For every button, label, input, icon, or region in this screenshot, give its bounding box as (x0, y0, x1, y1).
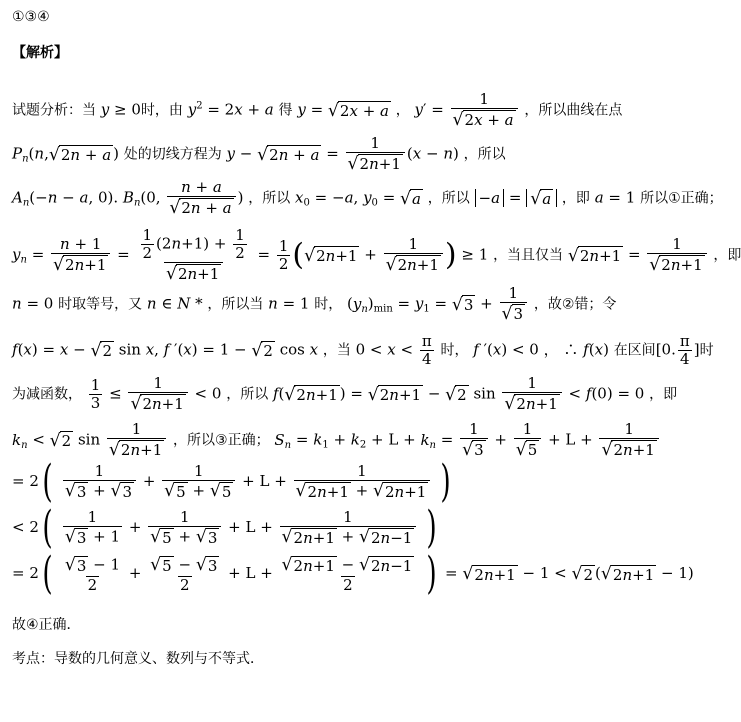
line-4: $y_n$ = n + 1 √ 2n+1 = $\frac{1}{2}$ (2n+1) + $\frac{1}{2}$ √ 2n+1 = $\frac{1}{2}$ ( √ 2n+1 + 1 √ 2n+1 ) ≥ 1 ，当且仅当 √ 2n+1 = 1 √ 2n+1 ，即 (12, 226, 741, 284)
line-9: = 2( 1 √ 3 + √ 3 + 1 √ 5 + √ 5 + L + 1 √ 2n+1 + √ 2n+1 ) (12, 456, 451, 507)
answer: ①③④ (12, 9, 50, 25)
kaodian (12, 652, 264, 666)
line-8: $k_n$ < √ 2 sin 1 √ 2n+1 ，所以③正确； $S_n = k_1 + k_2 + L + k_n$ = 1 √ 3 + 1 √ 5 + L + 1 √ 2n+1 (12, 422, 661, 459)
line-5: n = 0 时取等号，又 n ∈ N * ，所以当 n = 1 时， $(y_n)_{min} = y_1$ = √ 3 + 1 √ 3 ，故②错；令 (12, 284, 617, 324)
kaodian-label: 考点： (12, 651, 54, 667)
line-10: < 2( 1 √ 3 + 1 + 1 √ 5 + √ 3 + L + 1 √ 2n+1 + √ 2n−1 ) (12, 502, 437, 553)
conclusion: 故④正确． (12, 617, 81, 633)
line-3: $A_n(-n - a$, 0). $B_n(0$, n + a √ 2n + a ) ，所以 $x_0 = -a$, $y_0$ = √ a ，所以 −a = √ a ，即 a = 1 所以①正确； (12, 178, 723, 218)
section-title: 【解析】 (12, 45, 68, 61)
analysis-label: 试题分析： (12, 102, 82, 119)
line-6: f(x) = x − √ 2 sin x, f ′(x) = 1 − √ 2 cos x ，当 0 < x < $\frac{\pi}{4}$ 时， f ′(x) < 0 ， ∴ f(x) 在区间[0. $\frac{\pi}{4}$ ]时 (12, 332, 714, 368)
line-1: 试题分析：当 y ≥ 0时，由 $y^2 = 2x + a$ 得 y = √ 2x + a ， y′ = 1 √ 2x + a ，所以曲线在点 (12, 90, 623, 130)
kaodian-text: 导数的几何意义、数列与不等式． (54, 651, 264, 667)
line-2: $P_n(n$, √ 2n + a ) 处的切线方程为 y − √ 2n + a = 1 √ 2n+1 (x − n) ，所以 (12, 134, 506, 174)
line-7: 为减函数， $\frac{1}{3}$ ≤ 1 √ 2n+1 < 0 ，所以 f( √ 2n+1 ) = √ 2n+1 − √ 2 sin 1 √ 2n+1 < f(0) = 0 ，即 (12, 374, 678, 414)
line-11: = 2( √ 3 − 1 2 + √ 5 − √ 3 2 + L + √ 2n+1 − √ 2n−1 2 ) = √ 2n+1 − 1 < √ 2 ( √ 2n+1 − 1) (12, 548, 694, 599)
